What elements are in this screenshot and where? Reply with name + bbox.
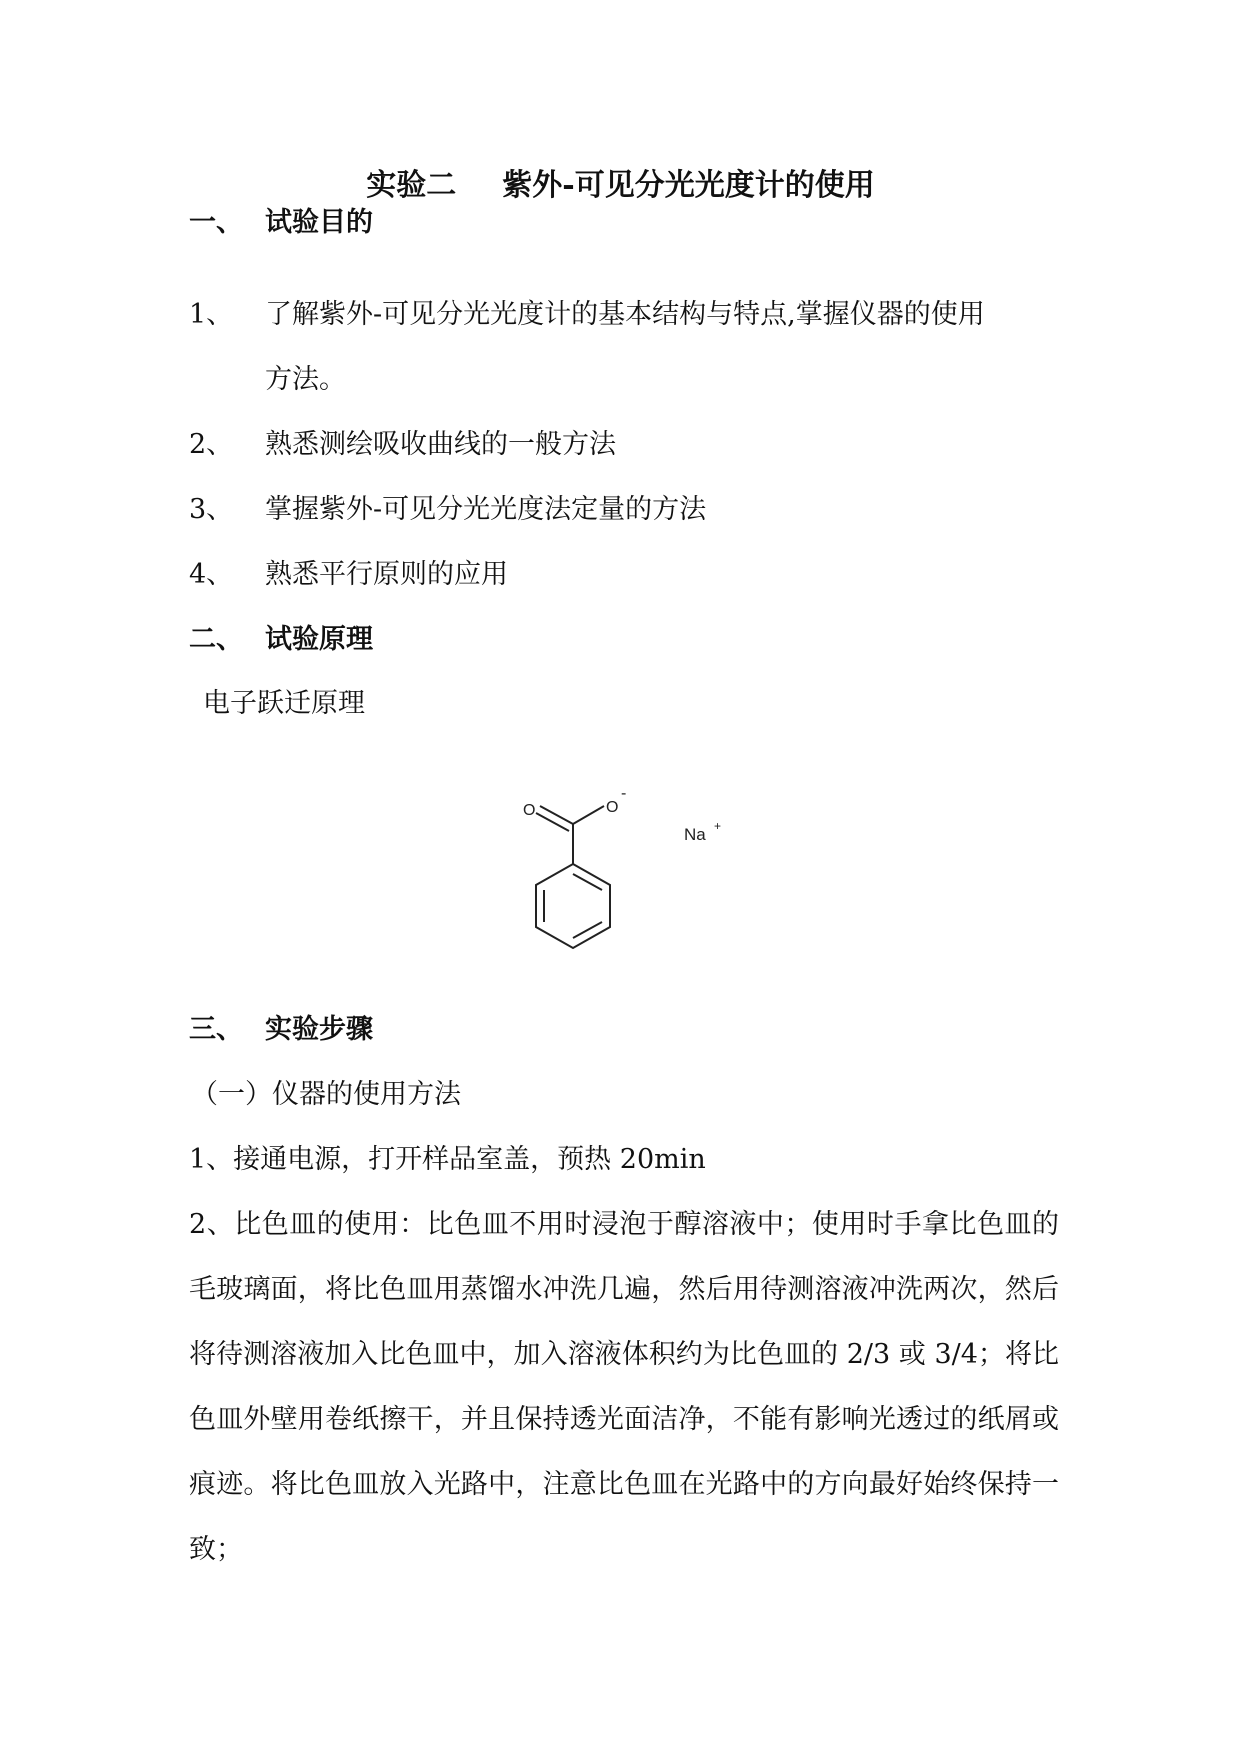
benzene-ring xyxy=(536,864,610,948)
section-title: 试验原理 xyxy=(265,624,373,655)
objective-text: 掌握紫外-可见分光光度法定量的方法 xyxy=(265,494,707,525)
objective-number: 2、 xyxy=(189,429,234,460)
procedure-step-1: 1、接通电源，打开样品室盖，预热 20min xyxy=(189,1144,706,1175)
objective-number: 1、 xyxy=(189,299,234,330)
objective-text-continued: 方法。 xyxy=(265,364,346,395)
section-heading-objectives xyxy=(189,203,373,243)
procedure-step-2: 2、比色皿的使用：比色皿不用时浸泡于醇溶液中；使用时手拿比色皿的毛玻璃面，将比色皿用蒸馏水冲洗几遍，然后用待测溶液冲洗两次，然后将待测溶液加入比色皿中，加入溶液体积约为比色皿的 2/3 或 3/4；将比色皿外壁用卷纸擦干，并且保持透光面洁净，不能有影响光透过的纸屑或痕迹。将比色皿放入光路中，注意比色皿在光路中的方向最好始终保持一致； xyxy=(189,1209,1059,1565)
objective-item-2 xyxy=(189,425,616,465)
section-number: 三、 xyxy=(189,1014,243,1045)
objective-item-3 xyxy=(189,490,706,530)
carbonyl-bond-b xyxy=(536,813,569,831)
section-title: 试验目的 xyxy=(265,207,373,238)
section-number: 一、 xyxy=(189,207,243,238)
objective-number: 3、 xyxy=(189,494,234,525)
section-title: 实验步骤 xyxy=(265,1014,373,1045)
carbonyl-bond-a xyxy=(540,806,573,824)
page-title xyxy=(0,160,1241,204)
objective-text: 熟悉平行原则的应用 xyxy=(265,559,508,590)
oxide-bond xyxy=(573,806,604,824)
title-part-2: 紫外-可见分光光度计的使用 xyxy=(502,168,875,203)
objective-text: 熟悉测绘吸收曲线的一般方法 xyxy=(265,429,616,460)
objective-item-1-continuation xyxy=(265,360,346,400)
inner-bond-1 xyxy=(573,874,602,890)
section-heading-procedure xyxy=(189,1010,373,1050)
section-heading-principle xyxy=(189,620,373,660)
molecule-diagram xyxy=(500,770,760,970)
section-number: 二、 xyxy=(189,624,243,655)
principle-text: 电子跃迁原理 xyxy=(203,688,365,719)
sodium-label: Na xyxy=(684,825,706,844)
charge-plus: + xyxy=(714,819,722,833)
title-part-1: 实验二 xyxy=(366,168,457,203)
inner-bond-2 xyxy=(573,922,602,938)
sodium-benzoate-structure xyxy=(500,770,760,970)
procedure-subheading: （一）仪器的使用方法 xyxy=(191,1079,461,1110)
objective-number: 4、 xyxy=(189,559,234,590)
objective-text: 了解紫外-可见分光光度计的基本结构与特点,掌握仪器的使用 xyxy=(265,299,985,330)
oxygen-left: O xyxy=(523,802,536,819)
objective-item-4 xyxy=(189,555,508,595)
charge-minus: - xyxy=(621,785,627,802)
oxygen-right: O xyxy=(606,799,619,816)
objective-item-1 xyxy=(189,295,985,335)
